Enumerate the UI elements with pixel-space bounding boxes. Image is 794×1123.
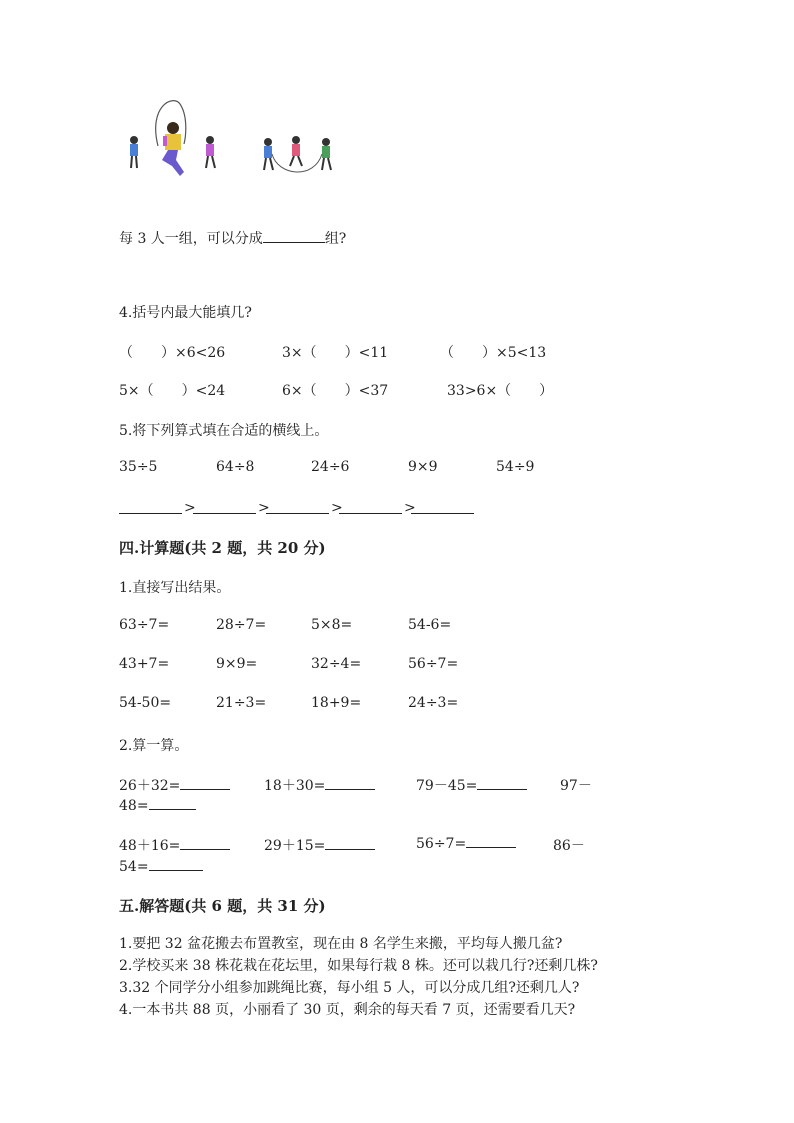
calc-item (416, 835, 516, 852)
q5-title: 5.将下列算式填在合适的横线上。 (119, 423, 329, 439)
calc-item (119, 775, 230, 795)
calc-expression: 48＋16= (119, 838, 181, 854)
q4-item: 33>6×（ ） (447, 383, 554, 399)
calc-item: 9×9= (216, 656, 258, 672)
word-problem: 4.一本书共 88 页，小丽看了 30 页，剩余的每天看 7 页，还需要看几天? (119, 1002, 576, 1018)
calc-item: 54-50= (119, 695, 172, 711)
s4-q1-title: 1.直接写出结果。 (119, 580, 231, 596)
answer-blank[interactable] (477, 777, 527, 790)
word-problem: 2.学校买来 38 株花栽在花坛里，如果每行栽 8 株。还可以栽几行?还剩几株? (119, 958, 598, 974)
answer-blank[interactable] (180, 777, 230, 790)
group-question (119, 228, 346, 248)
calc-item (264, 775, 375, 795)
group-question-suffix: 组? (324, 231, 347, 247)
calc-item: 63÷7= (119, 617, 170, 633)
q5-expression: 54÷9 (496, 459, 535, 475)
calc-item: 21÷3= (216, 695, 267, 711)
rope-group-figures (264, 136, 331, 172)
greater-than-sign: > (258, 500, 270, 516)
child-figure-1 (130, 136, 138, 168)
section-5-heading: 五.解答题(共 6 题，共 31 分) (119, 897, 326, 915)
answer-blank[interactable] (180, 837, 230, 850)
greater-than-sign: > (404, 500, 416, 516)
calc-expression: 26＋32= (119, 778, 181, 794)
greater-than-sign: > (331, 500, 343, 516)
child-figure-2 (206, 136, 215, 168)
jumping-girl-figure (156, 101, 186, 176)
answer-blank[interactable] (466, 835, 516, 848)
calc-expression: 18＋30= (264, 778, 326, 794)
calc-item: 18+9= (311, 695, 362, 711)
calc-item: 43+7= (119, 656, 170, 672)
calc-item (416, 775, 527, 795)
group-question-text: 每 3 人一组，可以分成 (119, 231, 263, 247)
calc-item (119, 797, 196, 814)
q5-expression: 64÷8 (216, 459, 255, 475)
greater-than-sign: > (184, 500, 196, 516)
calc-item: 56÷7= (408, 656, 459, 672)
calc-expression: 97－ (560, 778, 592, 794)
section-4-heading: 四.计算题(共 2 题，共 20 分) (119, 539, 326, 557)
order-blank[interactable] (119, 500, 182, 514)
jump-rope-illustration (118, 96, 358, 186)
q4-item: 5×（ ）<24 (119, 383, 226, 399)
order-blank[interactable] (411, 500, 474, 514)
q4-item: （ ）×6<26 (119, 345, 226, 361)
calc-item: 24÷3= (408, 695, 459, 711)
word-problem: 1.要把 32 盆花搬去布置教室，现在由 8 名学生来搬，平均每人搬几盆? (119, 936, 563, 952)
answer-blank[interactable] (149, 858, 203, 871)
calc-item (119, 858, 203, 875)
calc-item: 32÷4= (311, 656, 362, 672)
order-blank[interactable] (266, 500, 329, 514)
calc-item: 5×8= (311, 617, 353, 633)
q5-expression: 24÷6 (311, 459, 350, 475)
answer-blank[interactable] (263, 230, 325, 243)
q4-item: 3×（ ）<11 (282, 345, 389, 361)
answer-blank[interactable] (149, 797, 196, 810)
answer-blank[interactable] (325, 837, 375, 850)
order-blank[interactable] (193, 500, 256, 514)
calc-item (264, 835, 375, 855)
q5-expression: 9×9 (408, 459, 438, 475)
calc-expression: 79－45= (416, 778, 478, 794)
calc-expression: 86－ (553, 838, 585, 854)
order-blank[interactable] (339, 500, 402, 514)
calc-item: 28÷7= (216, 617, 267, 633)
calc-item (119, 835, 230, 855)
q5-expression: 35÷5 (119, 459, 158, 475)
q4-title: 4.括号内最大能填几? (119, 305, 252, 321)
calc-expression: 56÷7= (416, 836, 467, 852)
calc-item: 54-6= (408, 617, 452, 633)
answer-blank[interactable] (325, 777, 375, 790)
calc-expression: 54= (119, 859, 149, 875)
calc-expression: 48= (119, 798, 149, 814)
s4-q2-title: 2.算一算。 (119, 738, 189, 754)
q4-item: 6×（ ）<37 (282, 383, 389, 399)
q4-item: （ ）×5<13 (440, 345, 547, 361)
calc-expression: 29＋15= (264, 838, 326, 854)
word-problem: 3.32 个同学分小组参加跳绳比赛，每小组 5 人，可以分成几组?还剩几人? (119, 980, 580, 996)
